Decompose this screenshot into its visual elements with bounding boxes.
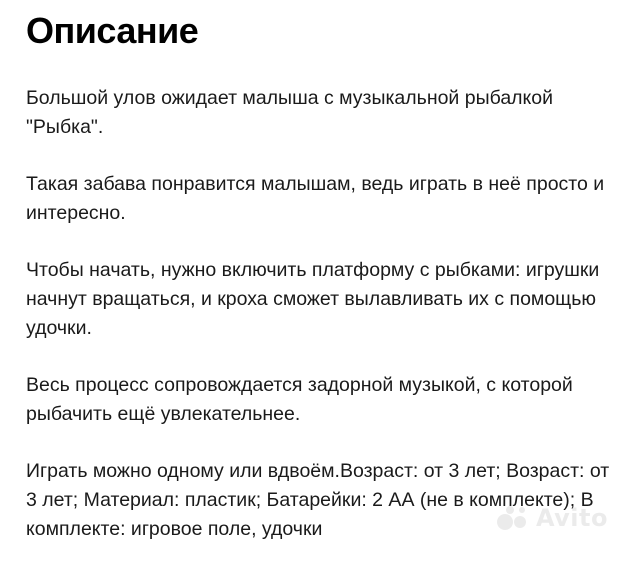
description-paragraph: Чтобы начать, нужно включить платформу с рыбками: игрушки начнут вращаться, и кроха сможет вылавливать их с помощью удочки. <box>26 259 600 339</box>
section-title: Описание <box>26 10 199 51</box>
description-paragraph: Весь процесс сопровождается задорной музыкой, с которой рыбачить ещё увлекательнее. <box>26 374 573 425</box>
description-paragraph: Такая забава понравится малышам, ведь играть в неё просто и интересно. <box>26 173 605 224</box>
description-text <box>26 84 616 572</box>
avito-logo-icon <box>496 505 530 531</box>
description-paragraph: Играть можно одному или вдвоём.Возраст: от 3 лет; Возраст: от 3 лет; Материал: пластик; Батарейки: 2 АА (не в комплекте); В комплекте: игровое поле, удочки <box>26 460 610 540</box>
watermark-text: Avito <box>535 504 608 532</box>
description-paragraph: Большой улов ожидает малыша с музыкальной рыбалкой "Рыбка". <box>26 87 554 138</box>
avito-watermark <box>496 504 608 532</box>
